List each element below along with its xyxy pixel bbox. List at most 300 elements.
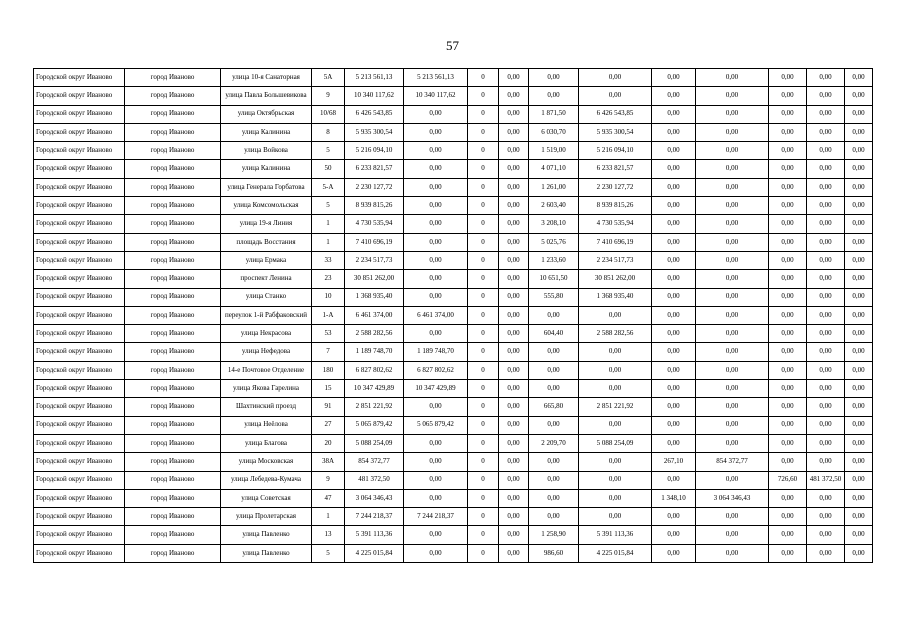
house-number-cell: 1 [312, 233, 345, 251]
street-cell: улица Калинина [221, 160, 312, 178]
total-cost-cell: 30 851 262,00 [345, 270, 404, 288]
area-a-cell: 0,00 [499, 508, 529, 526]
house-number-cell: 47 [312, 489, 345, 507]
cost-d-cell: 0,00 [807, 178, 845, 196]
cost-b-cell: 7 410 696,19 [579, 233, 652, 251]
house-number-cell: 5 [312, 544, 345, 562]
municipality-cell: Городской округ Иваново [34, 306, 125, 324]
cost-a-cell: 0,00 [404, 251, 468, 269]
cost-c-cell: 0,00 [696, 398, 769, 416]
cost-a-cell: 0,00 [404, 233, 468, 251]
cost-a-cell: 0,00 [404, 160, 468, 178]
area-c-cell: 0,00 [652, 380, 696, 398]
house-number-cell: 33 [312, 251, 345, 269]
cost-e-cell: 0,00 [845, 215, 873, 233]
area-a-cell: 0,00 [499, 69, 529, 87]
area-d-cell: 0,00 [769, 270, 807, 288]
area-d-cell: 0,00 [769, 489, 807, 507]
total-cost-cell: 1 189 748,70 [345, 343, 404, 361]
street-cell: улица Павла Большевикова [221, 87, 312, 105]
cost-e-cell: 0,00 [845, 325, 873, 343]
area-a-cell: 0,00 [499, 142, 529, 160]
count-a-cell: 0 [468, 526, 499, 544]
area-d-cell: 0,00 [769, 160, 807, 178]
cost-b-cell: 2 230 127,72 [579, 178, 652, 196]
table-row [34, 489, 873, 507]
locality-cell: город Иваново [125, 398, 221, 416]
house-number-cell: 5А [312, 69, 345, 87]
count-a-cell: 0 [468, 123, 499, 141]
count-a-cell: 0 [468, 434, 499, 452]
area-d-cell: 0,00 [769, 306, 807, 324]
total-cost-cell: 6 233 821,57 [345, 160, 404, 178]
municipality-cell: Городской округ Иваново [34, 325, 125, 343]
total-cost-cell: 6 827 802,62 [345, 361, 404, 379]
cost-d-cell: 0,00 [807, 123, 845, 141]
locality-cell: город Иваново [125, 270, 221, 288]
area-b-cell: 2 209,70 [529, 434, 579, 452]
municipality-cell: Городской округ Иваново [34, 453, 125, 471]
cost-e-cell: 0,00 [845, 544, 873, 562]
municipality-cell: Городской округ Иваново [34, 526, 125, 544]
cost-a-cell: 0,00 [404, 105, 468, 123]
cost-c-cell: 0,00 [696, 526, 769, 544]
street-cell: улица Павленко [221, 544, 312, 562]
cost-c-cell: 854 372,77 [696, 453, 769, 471]
table-row [34, 270, 873, 288]
cost-a-cell: 1 189 748,70 [404, 343, 468, 361]
area-a-cell: 0,00 [499, 471, 529, 489]
area-c-cell: 0,00 [652, 471, 696, 489]
area-c-cell: 0,00 [652, 160, 696, 178]
area-d-cell: 0,00 [769, 288, 807, 306]
cost-e-cell: 0,00 [845, 489, 873, 507]
cost-a-cell: 0,00 [404, 270, 468, 288]
street-cell: улица Павленко [221, 526, 312, 544]
cost-d-cell: 0,00 [807, 233, 845, 251]
total-cost-cell: 1 368 935,40 [345, 288, 404, 306]
area-a-cell: 0,00 [499, 544, 529, 562]
area-b-cell: 4 071,10 [529, 160, 579, 178]
area-d-cell: 0,00 [769, 251, 807, 269]
table-row [34, 434, 873, 452]
table-row [34, 453, 873, 471]
area-c-cell: 0,00 [652, 343, 696, 361]
cost-e-cell: 0,00 [845, 160, 873, 178]
area-a-cell: 0,00 [499, 160, 529, 178]
area-c-cell: 0,00 [652, 215, 696, 233]
table-row [34, 361, 873, 379]
cost-b-cell: 0,00 [579, 453, 652, 471]
area-a-cell: 0,00 [499, 197, 529, 215]
area-a-cell: 0,00 [499, 380, 529, 398]
street-cell: улица Московская [221, 453, 312, 471]
cost-b-cell: 2 588 282,56 [579, 325, 652, 343]
total-cost-cell: 854 372,77 [345, 453, 404, 471]
count-a-cell: 0 [468, 544, 499, 562]
cost-b-cell: 0,00 [579, 69, 652, 87]
municipality-cell: Городской округ Иваново [34, 398, 125, 416]
municipality-cell: Городской округ Иваново [34, 233, 125, 251]
area-c-cell: 0,00 [652, 123, 696, 141]
cost-a-cell: 10 347 429,89 [404, 380, 468, 398]
municipality-cell: Городской округ Иваново [34, 160, 125, 178]
area-b-cell: 0,00 [529, 508, 579, 526]
cost-a-cell: 0,00 [404, 325, 468, 343]
cost-d-cell: 0,00 [807, 544, 845, 562]
house-number-cell: 8 [312, 123, 345, 141]
area-a-cell: 0,00 [499, 526, 529, 544]
area-b-cell: 1 233,60 [529, 251, 579, 269]
area-d-cell: 0,00 [769, 215, 807, 233]
count-a-cell: 0 [468, 105, 499, 123]
street-cell: улица Неёлова [221, 416, 312, 434]
count-a-cell: 0 [468, 160, 499, 178]
locality-cell: город Иваново [125, 69, 221, 87]
table-row [34, 398, 873, 416]
locality-cell: город Иваново [125, 197, 221, 215]
count-a-cell: 0 [468, 233, 499, 251]
cost-a-cell: 0,00 [404, 453, 468, 471]
area-b-cell: 1 519,00 [529, 142, 579, 160]
locality-cell: город Иваново [125, 453, 221, 471]
area-b-cell: 5 025,76 [529, 233, 579, 251]
house-number-cell: 9 [312, 471, 345, 489]
cost-b-cell: 5 216 094,10 [579, 142, 652, 160]
locality-cell: город Иваново [125, 489, 221, 507]
cost-a-cell: 0,00 [404, 197, 468, 215]
street-cell: улица Лебедева-Кумача [221, 471, 312, 489]
cost-c-cell: 0,00 [696, 508, 769, 526]
total-cost-cell: 5 216 094,10 [345, 142, 404, 160]
area-b-cell: 0,00 [529, 453, 579, 471]
cost-a-cell: 0,00 [404, 142, 468, 160]
total-cost-cell: 5 213 561,13 [345, 69, 404, 87]
table-row [34, 197, 873, 215]
area-c-cell: 0,00 [652, 87, 696, 105]
cost-e-cell: 0,00 [845, 123, 873, 141]
cost-c-cell: 0,00 [696, 105, 769, 123]
cost-d-cell: 0,00 [807, 306, 845, 324]
area-b-cell: 604,40 [529, 325, 579, 343]
cost-b-cell: 8 939 815,26 [579, 197, 652, 215]
street-cell: улица Якова Гарелина [221, 380, 312, 398]
cost-e-cell: 0,00 [845, 178, 873, 196]
street-cell: улица Войкова [221, 142, 312, 160]
cost-d-cell: 0,00 [807, 526, 845, 544]
house-number-cell: 10/68 [312, 105, 345, 123]
locality-cell: город Иваново [125, 380, 221, 398]
area-b-cell: 0,00 [529, 69, 579, 87]
house-number-cell: 180 [312, 361, 345, 379]
municipality-cell: Городской округ Иваново [34, 69, 125, 87]
cost-d-cell: 0,00 [807, 434, 845, 452]
area-d-cell: 0,00 [769, 380, 807, 398]
cost-a-cell: 0,00 [404, 398, 468, 416]
table-row [34, 251, 873, 269]
street-cell: улица Нефедова [221, 343, 312, 361]
total-cost-cell: 6 461 374,00 [345, 306, 404, 324]
cost-e-cell: 0,00 [845, 251, 873, 269]
cost-d-cell: 0,00 [807, 325, 845, 343]
municipality-cell: Городской округ Иваново [34, 251, 125, 269]
area-c-cell: 0,00 [652, 306, 696, 324]
total-cost-cell: 2 234 517,73 [345, 251, 404, 269]
data-table [33, 68, 873, 563]
cost-d-cell: 0,00 [807, 343, 845, 361]
cost-b-cell: 0,00 [579, 380, 652, 398]
cost-c-cell: 0,00 [696, 416, 769, 434]
municipality-cell: Городской округ Иваново [34, 544, 125, 562]
area-d-cell: 0,00 [769, 434, 807, 452]
cost-a-cell: 6 827 802,62 [404, 361, 468, 379]
cost-d-cell: 0,00 [807, 398, 845, 416]
cost-a-cell: 5 213 561,13 [404, 69, 468, 87]
cost-e-cell: 0,00 [845, 197, 873, 215]
count-a-cell: 0 [468, 453, 499, 471]
locality-cell: город Иваново [125, 87, 221, 105]
area-c-cell: 0,00 [652, 270, 696, 288]
cost-b-cell: 30 851 262,00 [579, 270, 652, 288]
area-a-cell: 0,00 [499, 343, 529, 361]
total-cost-cell: 3 064 346,43 [345, 489, 404, 507]
cost-c-cell: 0,00 [696, 197, 769, 215]
area-d-cell: 0,00 [769, 233, 807, 251]
cost-e-cell: 0,00 [845, 361, 873, 379]
cost-b-cell: 5 935 300,54 [579, 123, 652, 141]
cost-e-cell: 0,00 [845, 343, 873, 361]
street-cell: Шахтинский проезд [221, 398, 312, 416]
area-b-cell: 0,00 [529, 416, 579, 434]
area-b-cell: 3 208,10 [529, 215, 579, 233]
area-b-cell: 0,00 [529, 489, 579, 507]
cost-b-cell: 0,00 [579, 416, 652, 434]
municipality-cell: Городской округ Иваново [34, 508, 125, 526]
total-cost-cell: 5 391 113,36 [345, 526, 404, 544]
locality-cell: город Иваново [125, 215, 221, 233]
cost-b-cell: 2 851 221,92 [579, 398, 652, 416]
cost-e-cell: 0,00 [845, 434, 873, 452]
count-a-cell: 0 [468, 178, 499, 196]
total-cost-cell: 10 340 117,62 [345, 87, 404, 105]
locality-cell: город Иваново [125, 434, 221, 452]
area-d-cell: 0,00 [769, 197, 807, 215]
table-row [34, 123, 873, 141]
count-a-cell: 0 [468, 508, 499, 526]
cost-a-cell: 10 340 117,62 [404, 87, 468, 105]
house-number-cell: 15 [312, 380, 345, 398]
cost-e-cell: 0,00 [845, 87, 873, 105]
street-cell: улица 19-я Линия [221, 215, 312, 233]
count-a-cell: 0 [468, 343, 499, 361]
area-c-cell: 1 348,10 [652, 489, 696, 507]
cost-c-cell: 0,00 [696, 160, 769, 178]
cost-b-cell: 5 088 254,09 [579, 434, 652, 452]
cost-e-cell: 0,00 [845, 69, 873, 87]
house-number-cell: 1 [312, 508, 345, 526]
municipality-cell: Городской округ Иваново [34, 343, 125, 361]
cost-d-cell: 0,00 [807, 251, 845, 269]
cost-d-cell: 0,00 [807, 380, 845, 398]
municipality-cell: Городской округ Иваново [34, 416, 125, 434]
table-row [34, 142, 873, 160]
area-d-cell: 0,00 [769, 123, 807, 141]
house-number-cell: 5-А [312, 178, 345, 196]
locality-cell: город Иваново [125, 306, 221, 324]
street-cell: 14-е Почтовое Отделение [221, 361, 312, 379]
street-cell: улица Советская [221, 489, 312, 507]
area-c-cell: 0,00 [652, 434, 696, 452]
cost-a-cell: 7 244 218,37 [404, 508, 468, 526]
table-row [34, 306, 873, 324]
area-c-cell: 0,00 [652, 398, 696, 416]
cost-b-cell: 1 368 935,40 [579, 288, 652, 306]
area-a-cell: 0,00 [499, 215, 529, 233]
house-number-cell: 7 [312, 343, 345, 361]
area-d-cell: 0,00 [769, 69, 807, 87]
street-cell: проспект Ленина [221, 270, 312, 288]
cost-e-cell: 0,00 [845, 233, 873, 251]
locality-cell: город Иваново [125, 105, 221, 123]
cost-c-cell: 3 064 346,43 [696, 489, 769, 507]
cost-c-cell: 0,00 [696, 142, 769, 160]
municipality-cell: Городской округ Иваново [34, 123, 125, 141]
locality-cell: город Иваново [125, 416, 221, 434]
street-cell: улица Некрасова [221, 325, 312, 343]
house-number-cell: 1 [312, 215, 345, 233]
area-d-cell: 0,00 [769, 142, 807, 160]
cost-c-cell: 0,00 [696, 380, 769, 398]
municipality-cell: Городской округ Иваново [34, 434, 125, 452]
cost-d-cell: 0,00 [807, 270, 845, 288]
street-cell: улица Станко [221, 288, 312, 306]
table-row [34, 160, 873, 178]
area-a-cell: 0,00 [499, 105, 529, 123]
cost-b-cell: 0,00 [579, 489, 652, 507]
cost-a-cell: 0,00 [404, 215, 468, 233]
area-c-cell: 0,00 [652, 508, 696, 526]
table-row [34, 325, 873, 343]
cost-b-cell: 6 426 543,85 [579, 105, 652, 123]
area-d-cell: 0,00 [769, 508, 807, 526]
table-row [34, 508, 873, 526]
count-a-cell: 0 [468, 69, 499, 87]
cost-b-cell: 4 225 015,84 [579, 544, 652, 562]
area-d-cell: 0,00 [769, 453, 807, 471]
area-a-cell: 0,00 [499, 453, 529, 471]
cost-b-cell: 0,00 [579, 87, 652, 105]
cost-b-cell: 5 391 113,36 [579, 526, 652, 544]
table-row [34, 178, 873, 196]
cost-c-cell: 0,00 [696, 270, 769, 288]
municipality-cell: Городской округ Иваново [34, 288, 125, 306]
cost-b-cell: 6 233 821,57 [579, 160, 652, 178]
area-a-cell: 0,00 [499, 87, 529, 105]
cost-c-cell: 0,00 [696, 306, 769, 324]
cost-e-cell: 0,00 [845, 398, 873, 416]
count-a-cell: 0 [468, 288, 499, 306]
cost-b-cell: 0,00 [579, 306, 652, 324]
cost-a-cell: 0,00 [404, 434, 468, 452]
street-cell: переулок 1-й Рабфаковский [221, 306, 312, 324]
area-c-cell: 0,00 [652, 251, 696, 269]
area-d-cell: 0,00 [769, 325, 807, 343]
cost-e-cell: 0,00 [845, 105, 873, 123]
table-row [34, 233, 873, 251]
page-number: 57 [446, 38, 459, 53]
cost-d-cell: 0,00 [807, 508, 845, 526]
area-b-cell: 0,00 [529, 343, 579, 361]
house-number-cell: 91 [312, 398, 345, 416]
area-b-cell: 6 030,70 [529, 123, 579, 141]
cost-c-cell: 0,00 [696, 87, 769, 105]
street-cell: улица Октябрьская [221, 105, 312, 123]
area-a-cell: 0,00 [499, 270, 529, 288]
count-a-cell: 0 [468, 87, 499, 105]
house-number-cell: 9 [312, 87, 345, 105]
area-a-cell: 0,00 [499, 178, 529, 196]
municipality-cell: Городской округ Иваново [34, 471, 125, 489]
house-number-cell: 5 [312, 197, 345, 215]
total-cost-cell: 2 588 282,56 [345, 325, 404, 343]
area-b-cell: 0,00 [529, 471, 579, 489]
area-d-cell: 0,00 [769, 526, 807, 544]
area-d-cell: 0,00 [769, 544, 807, 562]
cost-d-cell: 0,00 [807, 416, 845, 434]
locality-cell: город Иваново [125, 471, 221, 489]
cost-e-cell: 0,00 [845, 380, 873, 398]
locality-cell: город Иваново [125, 526, 221, 544]
locality-cell: город Иваново [125, 325, 221, 343]
house-number-cell: 50 [312, 160, 345, 178]
house-number-cell: 23 [312, 270, 345, 288]
locality-cell: город Иваново [125, 343, 221, 361]
total-cost-cell: 4 225 015,84 [345, 544, 404, 562]
cost-a-cell: 0,00 [404, 123, 468, 141]
cost-b-cell: 0,00 [579, 343, 652, 361]
table-row [34, 288, 873, 306]
area-b-cell: 0,00 [529, 361, 579, 379]
street-cell: улица Калинина [221, 123, 312, 141]
area-c-cell: 0,00 [652, 288, 696, 306]
cost-d-cell: 0,00 [807, 197, 845, 215]
area-a-cell: 0,00 [499, 233, 529, 251]
area-a-cell: 0,00 [499, 361, 529, 379]
cost-c-cell: 0,00 [696, 361, 769, 379]
municipality-cell: Городской округ Иваново [34, 105, 125, 123]
cost-c-cell: 0,00 [696, 251, 769, 269]
street-cell: улица Комсомольская [221, 197, 312, 215]
area-a-cell: 0,00 [499, 123, 529, 141]
area-a-cell: 0,00 [499, 398, 529, 416]
cost-d-cell: 0,00 [807, 142, 845, 160]
cost-c-cell: 0,00 [696, 215, 769, 233]
area-b-cell: 986,60 [529, 544, 579, 562]
cost-b-cell: 0,00 [579, 361, 652, 379]
area-a-cell: 0,00 [499, 489, 529, 507]
area-c-cell: 0,00 [652, 178, 696, 196]
area-c-cell: 0,00 [652, 325, 696, 343]
area-a-cell: 0,00 [499, 306, 529, 324]
area-b-cell: 0,00 [529, 306, 579, 324]
area-b-cell: 1 261,00 [529, 178, 579, 196]
municipality-cell: Городской округ Иваново [34, 489, 125, 507]
count-a-cell: 0 [468, 142, 499, 160]
count-a-cell: 0 [468, 251, 499, 269]
locality-cell: город Иваново [125, 544, 221, 562]
cost-a-cell: 0,00 [404, 489, 468, 507]
total-cost-cell: 2 230 127,72 [345, 178, 404, 196]
